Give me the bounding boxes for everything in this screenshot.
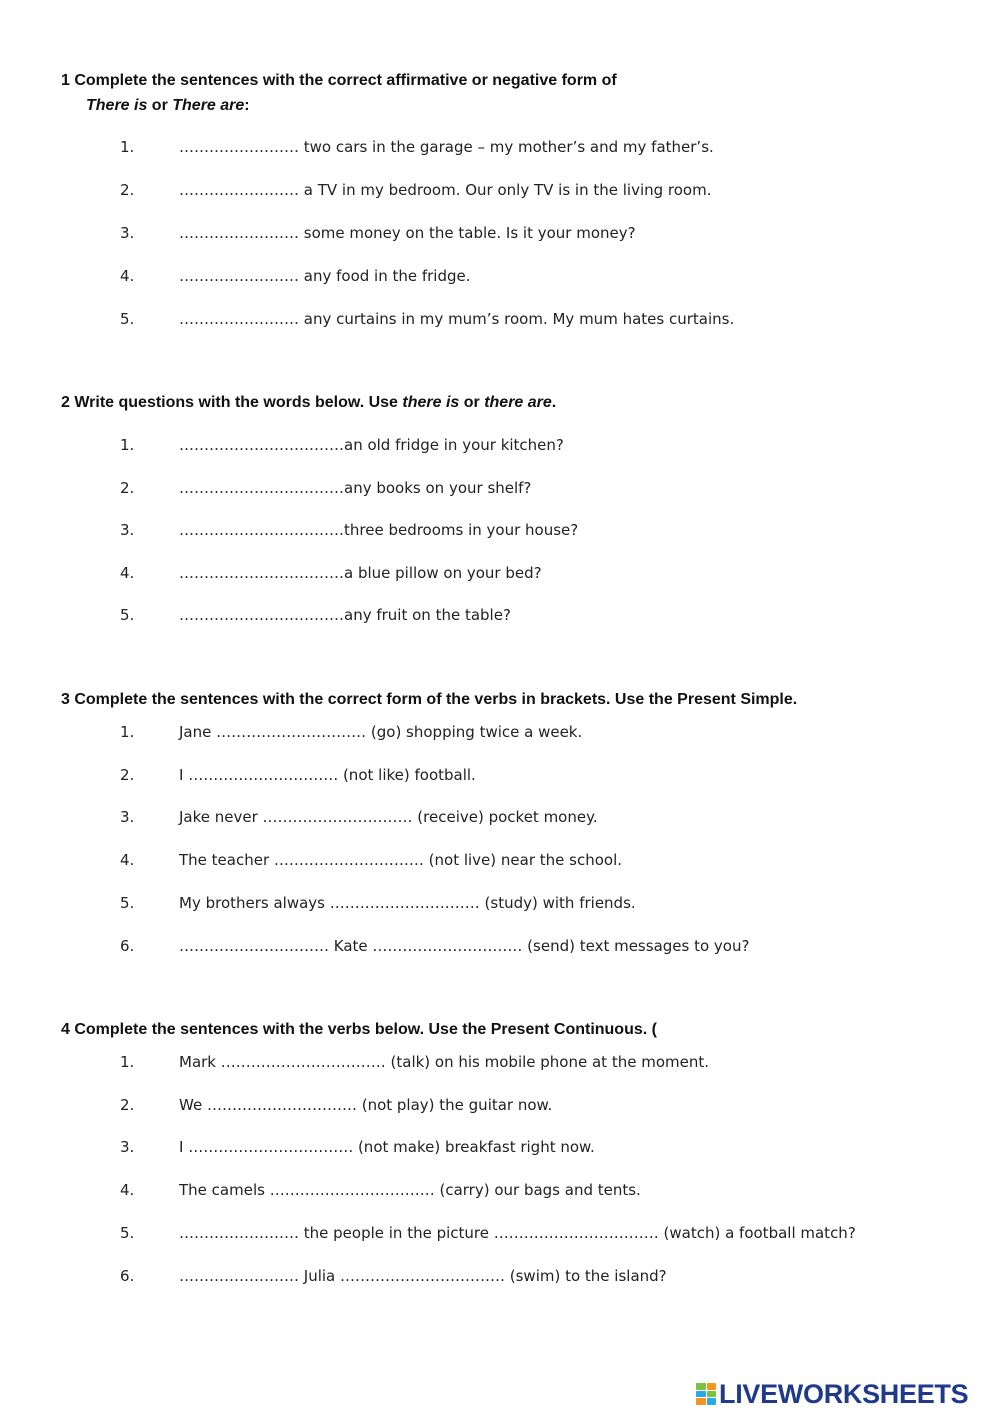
item-text: ……………………………an old fridge in your kitchen? xyxy=(179,436,564,454)
item-number: 3. xyxy=(120,521,135,539)
list-item xyxy=(0,310,1000,332)
logo-tile-icon xyxy=(696,1391,706,1398)
liveworksheets-logo-text: LIVEWORKSHEETS xyxy=(719,1378,969,1409)
logo-tile-icon xyxy=(707,1383,717,1390)
item-text: I …………………………… (not make) breakfast right now. xyxy=(179,1138,595,1156)
item-text: Jane ………………………… (go) shopping twice a week. xyxy=(179,723,583,741)
item-text: ………………………… Kate ………………………… (send) text messages to you? xyxy=(179,937,750,955)
item-text: …………………… Julia …………………………… (swim) to the island? xyxy=(179,1267,667,1285)
item-number: 5. xyxy=(120,606,135,624)
list-item xyxy=(0,1224,1000,1246)
liveworksheets-logo-icon xyxy=(696,1383,716,1405)
logo-tile-icon xyxy=(707,1391,717,1398)
item-text: ……………………………any fruit on the table? xyxy=(179,606,511,624)
list-item xyxy=(0,808,1000,830)
item-number: 3. xyxy=(120,224,135,242)
there-are-term: there are xyxy=(484,394,552,411)
there-is-term: There is xyxy=(86,97,148,114)
item-text: …………………… some money on the table. Is it your money? xyxy=(179,224,636,242)
list-item xyxy=(0,606,1000,628)
colon: : xyxy=(244,97,250,114)
list-item xyxy=(0,564,1000,586)
item-number: 4. xyxy=(120,851,135,869)
item-text: ……………………………a blue pillow on your bed? xyxy=(179,564,542,582)
item-text: My brothers always ………………………… (study) with friends. xyxy=(179,894,636,912)
item-text: We ………………………… (not play) the guitar now. xyxy=(179,1096,553,1114)
item-number: 1. xyxy=(120,138,135,156)
section-1-title: 1 Complete the sentences with the correct affirmative or negative form of xyxy=(61,72,617,89)
there-are-term: There are xyxy=(172,97,245,114)
item-number: 1. xyxy=(120,1053,135,1071)
list-item xyxy=(0,851,1000,873)
item-text: …………………… the people in the picture …………………………… (watch) a football match? xyxy=(179,1224,856,1242)
there-is-term: there is xyxy=(402,394,460,411)
item-number: 2. xyxy=(120,1096,135,1114)
item-text: Mark …………………………… (talk) on his mobile phone at the moment. xyxy=(179,1053,709,1071)
list-item xyxy=(0,138,1000,160)
item-number: 2. xyxy=(120,479,135,497)
item-number: 6. xyxy=(120,1267,135,1285)
section-4-title: 4 Complete the sentences with the verbs below. Use the Present Continuous. ( xyxy=(61,1021,657,1038)
list-item xyxy=(0,1138,1000,1160)
list-item xyxy=(0,1053,1000,1075)
list-item xyxy=(0,766,1000,788)
item-text: …………………… a TV in my bedroom. Our only TV is in the living room. xyxy=(179,181,712,199)
item-number: 2. xyxy=(120,766,135,784)
or-word: or xyxy=(459,394,485,411)
item-text: I ………………………… (not like) football. xyxy=(179,766,476,784)
item-number: 2. xyxy=(120,181,135,199)
item-number: 6. xyxy=(120,937,135,955)
item-number: 3. xyxy=(120,1138,135,1156)
section-1-title-line2 xyxy=(86,97,250,115)
item-text: …………………… any food in the fridge. xyxy=(179,267,471,285)
item-number: 5. xyxy=(120,310,135,328)
list-item xyxy=(0,894,1000,916)
item-number: 3. xyxy=(120,808,135,826)
item-text: …………………… two cars in the garage – my mother’s and my father’s. xyxy=(179,138,714,156)
logo-tile-icon xyxy=(696,1383,706,1390)
list-item xyxy=(0,1096,1000,1118)
item-number: 1. xyxy=(120,723,135,741)
logo-tile-icon xyxy=(696,1398,706,1405)
list-item xyxy=(0,181,1000,203)
list-item xyxy=(0,436,1000,458)
list-item xyxy=(0,267,1000,289)
item-number: 4. xyxy=(120,267,135,285)
item-number: 5. xyxy=(120,894,135,912)
liveworksheets-logo xyxy=(696,1378,969,1409)
item-text: Jake never ………………………… (receive) pocket money. xyxy=(179,808,598,826)
list-item xyxy=(0,1267,1000,1289)
item-number: 1. xyxy=(120,436,135,454)
item-number: 4. xyxy=(120,564,135,582)
list-item xyxy=(0,479,1000,501)
list-item xyxy=(0,723,1000,745)
item-text: The camels …………………………… (carry) our bags and tents. xyxy=(179,1181,641,1199)
list-item xyxy=(0,521,1000,543)
logo-tile-icon xyxy=(707,1398,717,1405)
section-3-title: 3 Complete the sentences with the correct form of the verbs in brackets. Use the Present Simple. xyxy=(61,691,798,708)
item-text: …………………… any curtains in my mum’s room. My mum hates curtains. xyxy=(179,310,735,328)
item-number: 5. xyxy=(120,1224,135,1242)
or-word: or xyxy=(147,97,173,114)
item-text: ……………………………three bedrooms in your house? xyxy=(179,521,579,539)
list-item xyxy=(0,1181,1000,1203)
section-2-title xyxy=(61,394,556,412)
list-item xyxy=(0,937,1000,959)
item-text: The teacher ………………………… (not live) near the school. xyxy=(179,851,623,869)
item-text: ……………………………any books on your shelf? xyxy=(179,479,532,497)
list-item xyxy=(0,224,1000,246)
title-part: 2 Write questions with the words below. Use xyxy=(61,394,403,411)
item-number: 4. xyxy=(120,1181,135,1199)
period: . xyxy=(551,394,557,411)
